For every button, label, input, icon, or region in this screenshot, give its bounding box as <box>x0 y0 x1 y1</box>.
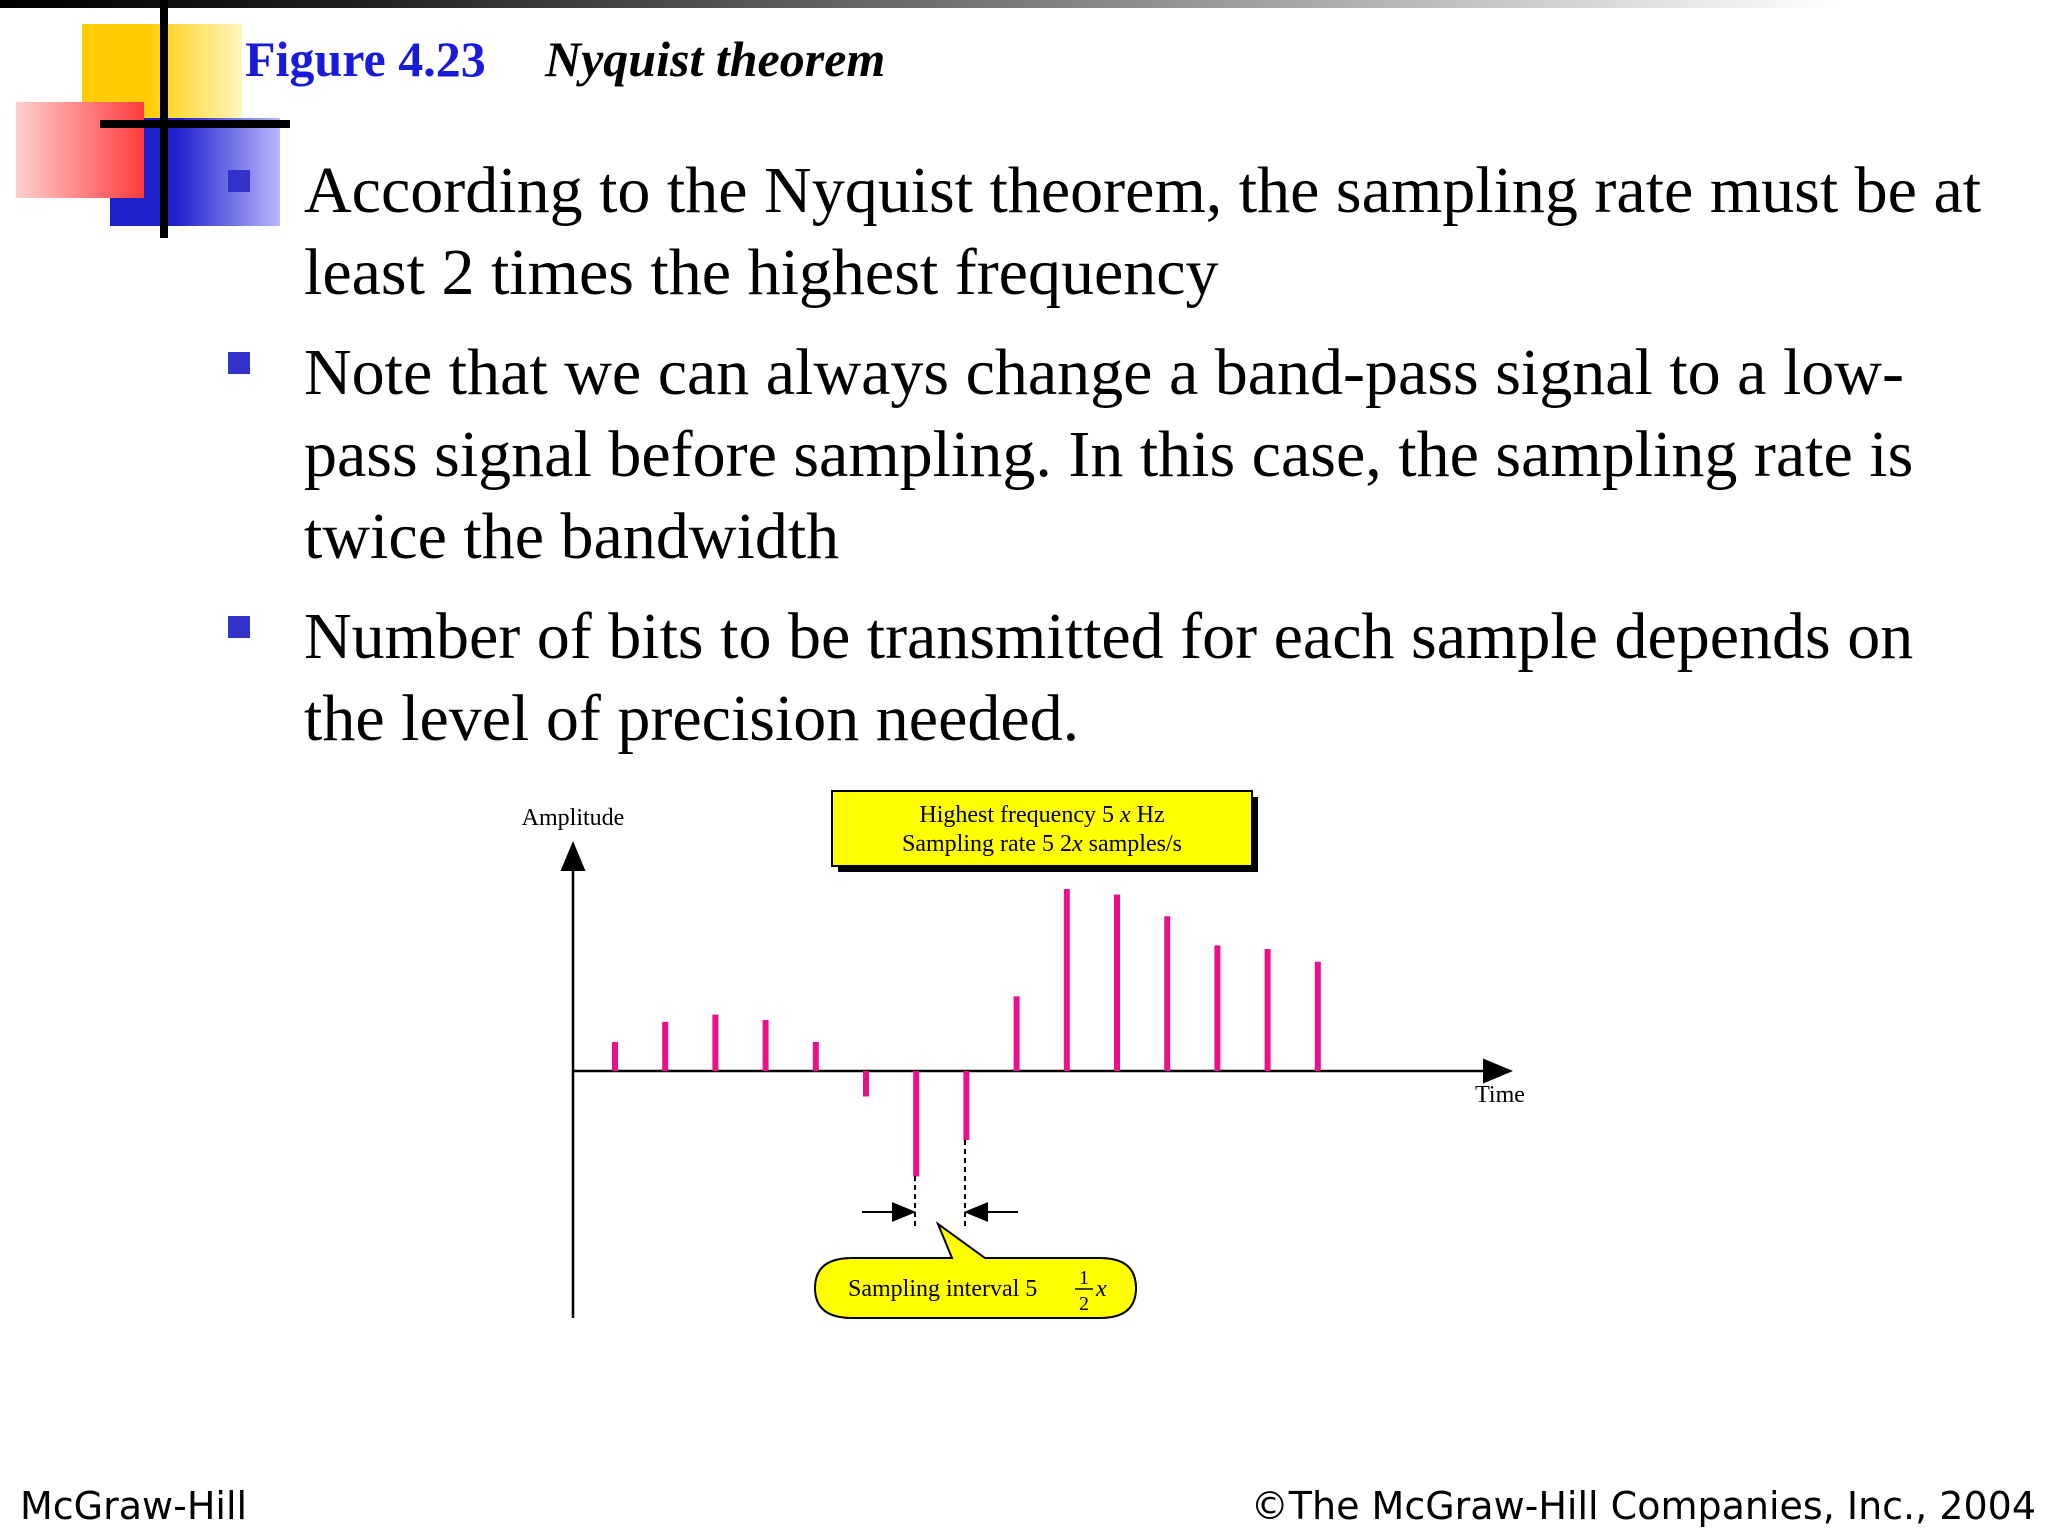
callout-frac-num: 1 <box>1079 1267 1089 1289</box>
callout-frac-den: 2 <box>1079 1293 1089 1315</box>
footer-publisher: McGraw-Hill <box>20 1484 248 1528</box>
figure-title: Nyquist theorem <box>545 31 886 87</box>
info-box-line-1: Highest frequency 5 x Hz <box>919 802 1165 828</box>
bullet-text: Number of bits to be transmitted for each sample depends on the level of precision needed. <box>304 600 1914 755</box>
bullet-text: Note that we can always change a band-pass signal to a low-pass signal before sampling. In this case, the sampling rate is twice the bandwidth <box>304 336 1914 573</box>
sample-bars <box>615 889 1318 1177</box>
callout-text: Sampling interval 5 <box>848 1276 1038 1302</box>
y-axis-label: Amplitude <box>521 805 625 831</box>
footer-copyright: ©The McGraw-Hill Companies, Inc., 2004 <box>1250 1484 2036 1528</box>
bullet-text: According to the Nyquist theorem, the sampling rate must be at least 2 times the highest frequency <box>304 154 1982 309</box>
callout-frac-var: x <box>1096 1276 1107 1302</box>
figure-number: Figure 4.23 <box>245 31 486 87</box>
x-axis-label: Time <box>1475 1082 1525 1108</box>
info-box-line-2: Sampling rate 5 2x samples/s <box>902 831 1182 857</box>
